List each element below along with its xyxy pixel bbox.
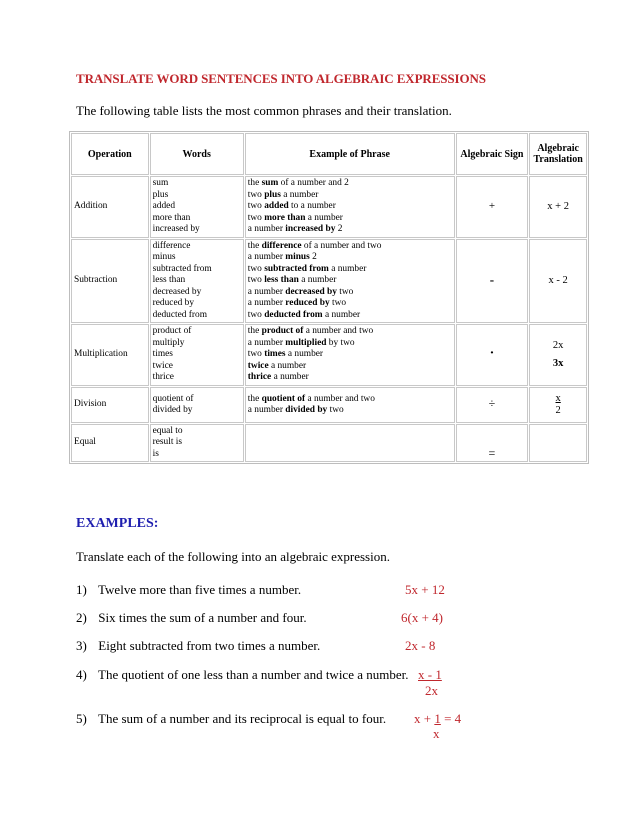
dot-sign: · bbox=[489, 346, 495, 362]
word-item: thrice bbox=[152, 372, 174, 383]
answer-4-denominator: 2x bbox=[425, 683, 438, 698]
translation-3x: 3x bbox=[552, 358, 564, 369]
example-number: 1) bbox=[76, 582, 87, 597]
operation-cell: Equal bbox=[71, 424, 149, 462]
example-item-1 bbox=[76, 582, 301, 598]
example-phrase: the product of a number and two bbox=[247, 326, 374, 337]
answer-2: 6(x + 4) bbox=[401, 610, 443, 625]
example-number: 2) bbox=[76, 610, 87, 625]
sign-cell bbox=[456, 239, 529, 323]
answer-5-denominator: x bbox=[433, 726, 440, 741]
sign-cell bbox=[456, 324, 529, 386]
word-item: subtracted from bbox=[152, 263, 212, 274]
header-operation: Operation bbox=[71, 133, 149, 175]
example-text: Eight subtracted from two times a number. bbox=[98, 638, 321, 653]
header-words: Words bbox=[150, 133, 244, 175]
word-item: is bbox=[152, 448, 159, 459]
translation-cell: x + 2 bbox=[529, 176, 587, 238]
table-header-row bbox=[71, 133, 587, 175]
plus-sign: + bbox=[488, 199, 496, 212]
example-text: Six times the sum of a number and four. bbox=[98, 610, 307, 625]
translation-2x: 2x bbox=[552, 340, 564, 351]
answer-5: x + 1 = 4 bbox=[414, 711, 462, 726]
words-cell bbox=[150, 176, 244, 238]
header-translation-line1: Algebraic bbox=[537, 143, 579, 154]
intro-text: The following table lists the most common phrases and their translation. bbox=[76, 103, 452, 118]
examples-cell bbox=[245, 424, 455, 462]
example-phrase: two plus a number bbox=[247, 189, 319, 200]
words-cell bbox=[150, 324, 244, 386]
example-text: The sum of a number and its reciprocal is equal to four. bbox=[98, 711, 387, 726]
operation-cell: Division bbox=[71, 387, 149, 423]
minus-sign: - bbox=[489, 271, 495, 287]
example-phrase: two times a number bbox=[247, 349, 324, 360]
header-translation bbox=[529, 133, 587, 175]
examples-heading: EXAMPLES: bbox=[76, 516, 159, 531]
examples-cell bbox=[245, 324, 455, 386]
example-item-4 bbox=[76, 667, 408, 683]
word-item: more than bbox=[152, 212, 191, 223]
example-number: 5) bbox=[76, 711, 87, 726]
example-phrase: two added to a number bbox=[247, 201, 336, 212]
example-phrase: twice a number bbox=[247, 360, 307, 371]
table-row bbox=[71, 239, 587, 323]
word-item: reduced by bbox=[152, 298, 195, 309]
example-item-5 bbox=[76, 711, 386, 727]
example-phrase: a number multiplied by two bbox=[247, 337, 355, 348]
word-item: multiply bbox=[152, 337, 185, 348]
answer-3: 2x - 8 bbox=[405, 638, 436, 653]
examples-cell bbox=[245, 239, 455, 323]
divide-sign: ÷ bbox=[488, 396, 496, 411]
word-item: minus bbox=[152, 252, 176, 263]
table-row bbox=[71, 324, 587, 386]
answer-4-numerator: x - 1 bbox=[418, 667, 442, 682]
translation-cell bbox=[529, 324, 587, 386]
example-item-3 bbox=[76, 638, 320, 654]
word-item: divided by bbox=[152, 405, 193, 415]
word-item: twice bbox=[152, 360, 173, 371]
word-item: quotient of bbox=[152, 393, 194, 404]
example-phrase: two more than a number bbox=[247, 212, 343, 223]
example-number: 4) bbox=[76, 667, 87, 682]
word-item: less than bbox=[152, 275, 186, 286]
example-number: 3) bbox=[76, 638, 87, 653]
example-phrase: thrice a number bbox=[247, 372, 309, 383]
sign-cell bbox=[456, 424, 529, 462]
example-phrase: the quotient of a number and two bbox=[247, 393, 375, 404]
sign-cell bbox=[456, 387, 529, 423]
example-phrase: two subtracted from a number bbox=[247, 263, 367, 274]
example-item-2 bbox=[76, 610, 307, 626]
header-translation-line2: Translation bbox=[533, 154, 583, 165]
word-item: sum bbox=[152, 178, 169, 189]
answer-1: 5x + 12 bbox=[405, 582, 445, 597]
equal-sign: = bbox=[488, 445, 496, 460]
translation-cell bbox=[529, 424, 587, 462]
header-sign: Algebraic Sign bbox=[456, 133, 529, 175]
fraction-x-over-2 bbox=[556, 393, 561, 417]
word-item: difference bbox=[152, 241, 191, 252]
sign-cell bbox=[456, 176, 529, 238]
words-cell bbox=[150, 424, 244, 462]
fraction-numerator: x bbox=[555, 393, 561, 404]
table-row bbox=[71, 176, 587, 238]
header-example: Example of Phrase bbox=[245, 133, 455, 175]
example-phrase: the difference of a number and two bbox=[247, 241, 382, 252]
example-phrase: a number reduced by two bbox=[247, 298, 347, 309]
table-row bbox=[71, 387, 587, 423]
example-phrase: a number minus 2 bbox=[247, 252, 317, 263]
word-item: result is bbox=[152, 437, 183, 448]
translation-cell: x - 2 bbox=[529, 239, 587, 323]
fraction-denominator: 2 bbox=[555, 405, 561, 416]
word-item: times bbox=[152, 349, 173, 360]
example-text: Twelve more than five times a number. bbox=[98, 582, 302, 597]
example-phrase: a number divided by two bbox=[247, 405, 344, 415]
word-item: product of bbox=[152, 326, 192, 337]
examples-cell bbox=[245, 176, 455, 238]
example-phrase: the sum of a number and 2 bbox=[247, 178, 349, 189]
examples-intro: Translate each of the following into an algebraic expression. bbox=[76, 549, 390, 564]
example-phrase: a number decreased by two bbox=[247, 286, 354, 297]
operation-cell: Multiplication bbox=[71, 324, 149, 386]
word-item: deducted from bbox=[152, 309, 208, 320]
page-title: TRANSLATE WORD SENTENCES INTO ALGEBRAIC EXPRESSIONS bbox=[76, 71, 486, 86]
example-text: The quotient of one less than a number and twice a number. bbox=[98, 667, 409, 682]
translation-table bbox=[69, 131, 589, 464]
words-cell bbox=[150, 387, 244, 423]
translation-cell bbox=[529, 387, 587, 423]
word-item: increased by bbox=[152, 224, 200, 235]
operation-cell: Subtraction bbox=[71, 239, 149, 323]
example-phrase: two deducted from a number bbox=[247, 309, 361, 320]
example-phrase: a number increased by 2 bbox=[247, 224, 343, 235]
words-cell bbox=[150, 239, 244, 323]
word-item: added bbox=[152, 201, 176, 212]
example-phrase: two less than a number bbox=[247, 275, 337, 286]
word-item: plus bbox=[152, 189, 169, 200]
table-row bbox=[71, 424, 587, 462]
examples-cell bbox=[245, 387, 455, 423]
word-item: decreased by bbox=[152, 286, 202, 297]
operation-cell: Addition bbox=[71, 176, 149, 238]
word-item: equal to bbox=[152, 425, 183, 436]
